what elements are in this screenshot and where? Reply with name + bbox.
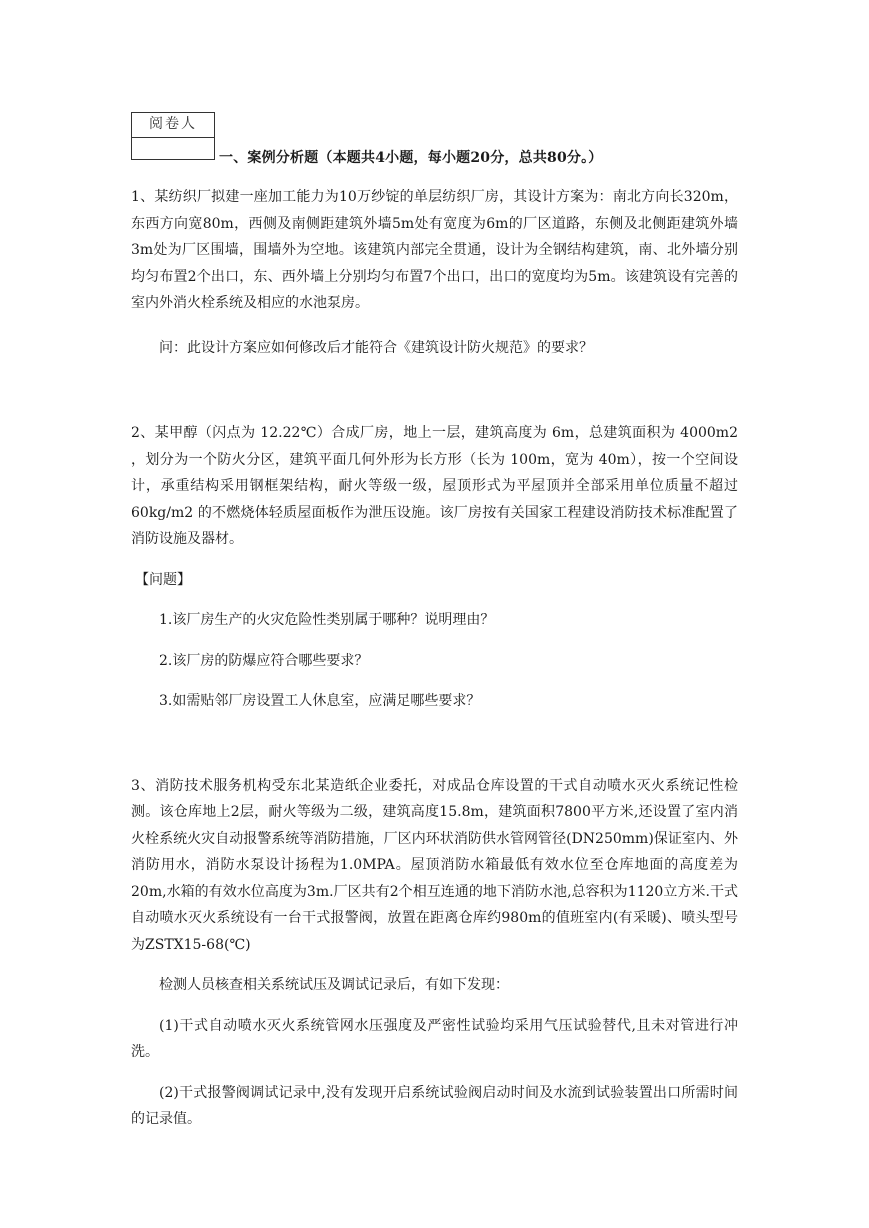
question-3-finding: 检测人员核查相关系统试压及调试记录后，有如下发现： [159, 977, 509, 993]
grader-box [131, 112, 215, 160]
question-2-item-2: 2.该厂房的防爆应符合哪些要求？ [159, 652, 369, 669]
grader-label: 阅卷人 [132, 113, 214, 138]
question-3-item-1: (1)干式自动喷水灭火系统管网水压强度及严密性试验均采用气压试验替代,且未对管进行冲洗。 [131, 1017, 738, 1060]
question-3-text: 3、消防技术服务机构受东北某造纸企业委托，对成品仓库设置的干式自动喷水灭火系统记性检测。该仓库地上2层，耐火等级为二级，建筑高度15.8m，建筑面积7800平方米,还设置了室内消火栓系统火灾自动报警系统等消防措施，厂区内环状消防供水管网管径(DN250mm)保证室内、外消防用水，消防水泵设计扬程为1.0MPA。屋顶消防水箱最低有效水位至仓库地面的高度差为20m,水箱的有效水位高度为3m.厂区共有2个相互连通的地下消防水池,总容积为1120立方米.干式自动喷水灭火系统设有一台干式报警阀，放置在距离仓库约980m的值班室内(有采暖)、喷头型号为ZSTX15-68(℃) [131, 777, 738, 953]
question-3-item-2: (2)干式报警阀调试记录中,没有发现开启系统试验阀启动时间及水流到试验装置出口所需时间的记录值。 [131, 1084, 738, 1127]
question-2-heading: 【问题】 [135, 571, 191, 588]
question-2-text: 2、某甲醇（闪点为 12.22℃）合成厂房，地上一层，建筑高度为 6m，总建筑面积为 4000m2 ，划分为一个防火分区，建筑平面几何外形为长方形（长为 100m，宽为 40m），按一个空间设计，承重结构采用钢框架结构，耐火等级一级，屋顶形式为平屋顶并全部采用单位质量不超过 60kg/m2 的不燃烧体轻质屋面板作为泄压设施。该厂房按有关国家工程建设消防技术标准配置了消防设施及器材。 [131, 425, 738, 547]
question-1-text: 1、某纺织厂拟建一座加工能力为10万纱锭的单层纺织厂房，其设计方案为：南北方向长320m，东西方向宽80m，西侧及南侧距建筑外墙5m处有宽度为6m的厂区道路，东侧及北侧距建筑外墙3m处为厂区围墙，围墙外为空地。该建筑内部完全贯通，设计为全钢结构建筑，南、北外墙分别均匀布置2个出口，东、西外墙上分别均匀布置7个出口，出口的宽度均为5m。该建筑设有完善的室内外消火栓系统及相应的水池泵房。 [131, 189, 738, 311]
question-2-item-3: 3.如需贴邻厂房设置工人休息室，应满足哪些要求？ [159, 693, 481, 709]
exam-content [131, 184, 738, 1147]
question-1-ask: 问：此设计方案应如何修改后才能符合《建筑设计防火规范》的要求？ [159, 339, 593, 356]
question-2-item-1: 1.该厂房生产的火灾危险性类别属于哪种？说明理由？ [159, 612, 495, 628]
section-title: 一、案例分析题（本题共4小题，每小题20分，总共80分。） [219, 150, 603, 166]
